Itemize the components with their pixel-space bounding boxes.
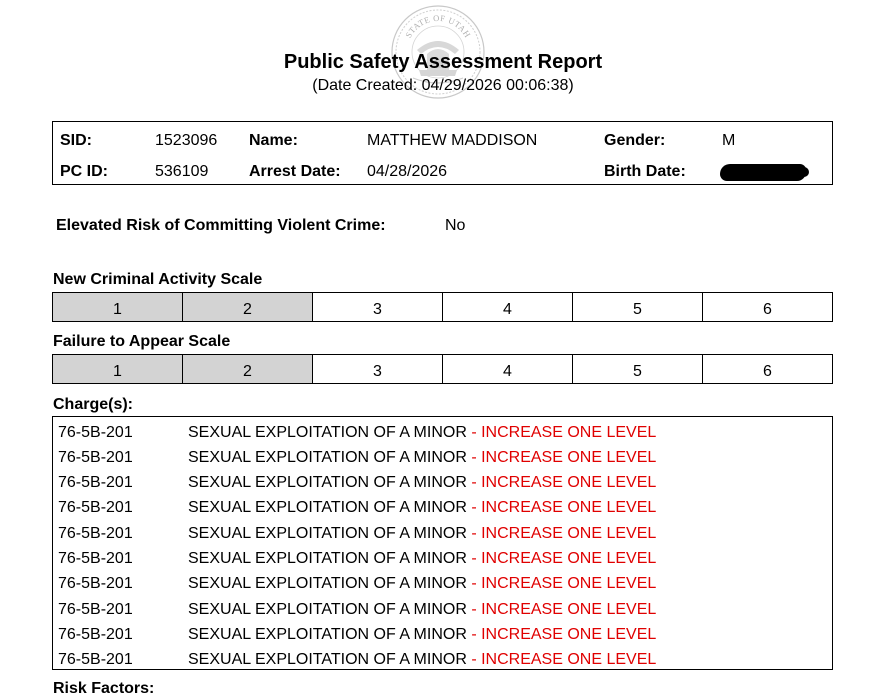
charge-level-note: - INCREASE ONE LEVEL xyxy=(466,424,657,441)
charge-description: SEXUAL EXPLOITATION OF A MINOR xyxy=(188,550,467,567)
pcid-label: PC ID: xyxy=(60,163,108,180)
fta-level-2: 2 xyxy=(183,355,313,383)
charge-level-note: - INCREASE ONE LEVEL xyxy=(466,575,657,592)
arrest-date-value: 04/28/2026 xyxy=(367,163,448,180)
charge-level-note: - INCREASE ONE LEVEL xyxy=(466,550,657,567)
fta-level-3: 3 xyxy=(313,355,443,383)
charge-level-note: - INCREASE ONE LEVEL xyxy=(466,474,657,491)
charges-list xyxy=(52,416,833,670)
charge-description: SEXUAL EXPLOITATION OF A MINOR xyxy=(188,575,467,592)
charge-level-note: - INCREASE ONE LEVEL xyxy=(466,525,657,542)
charge-code: 76-5B-201 xyxy=(58,449,133,466)
nca-scale-label: New Criminal Activity Scale xyxy=(53,271,263,288)
charge-description: SEXUAL EXPLOITATION OF A MINOR xyxy=(188,525,467,542)
charges-label: Charge(s): xyxy=(53,396,134,413)
charge-description: SEXUAL EXPLOITATION OF A MINOR xyxy=(188,474,467,491)
charge-level-note: - INCREASE ONE LEVEL xyxy=(466,626,657,643)
nca-level-4: 4 xyxy=(443,293,573,321)
violent-crime-label: Elevated Risk of Committing Violent Crime: xyxy=(56,217,386,234)
gender-label: Gender: xyxy=(604,132,666,149)
name-value: MATTHEW MADDISON xyxy=(367,132,538,149)
fta-level-4: 4 xyxy=(443,355,573,383)
fta-scale-label: Failure to Appear Scale xyxy=(53,333,231,350)
nca-level-5: 5 xyxy=(573,293,703,321)
charge-code: 76-5B-201 xyxy=(58,601,133,618)
nca-level-3: 3 xyxy=(313,293,443,321)
charge-description: SEXUAL EXPLOITATION OF A MINOR xyxy=(188,601,467,618)
charge-level-note: - INCREASE ONE LEVEL xyxy=(466,449,657,466)
charge-code: 76-5B-201 xyxy=(58,499,133,516)
fta-scale xyxy=(52,354,833,384)
charge-level-note: - INCREASE ONE LEVEL xyxy=(466,601,657,618)
charge-description: SEXUAL EXPLOITATION OF A MINOR xyxy=(188,449,467,466)
charge-code: 76-5B-201 xyxy=(58,525,133,542)
charge-code: 76-5B-201 xyxy=(58,424,133,441)
nca-level-6: 6 xyxy=(763,301,772,318)
sid-value: 1523096 xyxy=(155,132,218,149)
nca-level-1: 1 xyxy=(53,293,183,321)
fta-level-6: 6 xyxy=(763,363,772,380)
charge-description: SEXUAL EXPLOITATION OF A MINOR xyxy=(188,626,467,643)
violent-crime-value: No xyxy=(445,217,466,234)
birth-date-redaction xyxy=(720,164,806,181)
birth-date-label: Birth Date: xyxy=(604,163,686,180)
charge-description: SEXUAL EXPLOITATION OF A MINOR xyxy=(188,651,467,668)
pcid-value: 536109 xyxy=(155,163,209,180)
charge-code: 76-5B-201 xyxy=(58,575,133,592)
arrest-date-label: Arrest Date: xyxy=(249,163,341,180)
charge-level-note: - INCREASE ONE LEVEL xyxy=(466,499,657,516)
sid-label: SID: xyxy=(60,132,92,149)
charge-level-note: - INCREASE ONE LEVEL xyxy=(466,651,657,668)
charge-code: 76-5B-201 xyxy=(58,626,133,643)
date-created: (Date Created: 04/29/2026 00:06:38) xyxy=(312,77,574,94)
charge-description: SEXUAL EXPLOITATION OF A MINOR xyxy=(188,424,467,441)
seal-text: STATE OF UTAH xyxy=(403,12,473,40)
fta-level-1: 1 xyxy=(53,355,183,383)
gender-value: M xyxy=(722,132,736,149)
charge-code: 76-5B-201 xyxy=(58,550,133,567)
charge-code: 76-5B-201 xyxy=(58,474,133,491)
name-label: Name: xyxy=(249,132,298,149)
charge-description: SEXUAL EXPLOITATION OF A MINOR xyxy=(188,499,467,516)
charge-code: 76-5B-201 xyxy=(58,651,133,668)
nca-scale xyxy=(52,292,833,322)
nca-level-2: 2 xyxy=(183,293,313,321)
fta-level-5: 5 xyxy=(573,355,703,383)
report-title: Public Safety Assessment Report xyxy=(283,51,603,73)
risk-factors-label: Risk Factors: xyxy=(53,680,155,697)
